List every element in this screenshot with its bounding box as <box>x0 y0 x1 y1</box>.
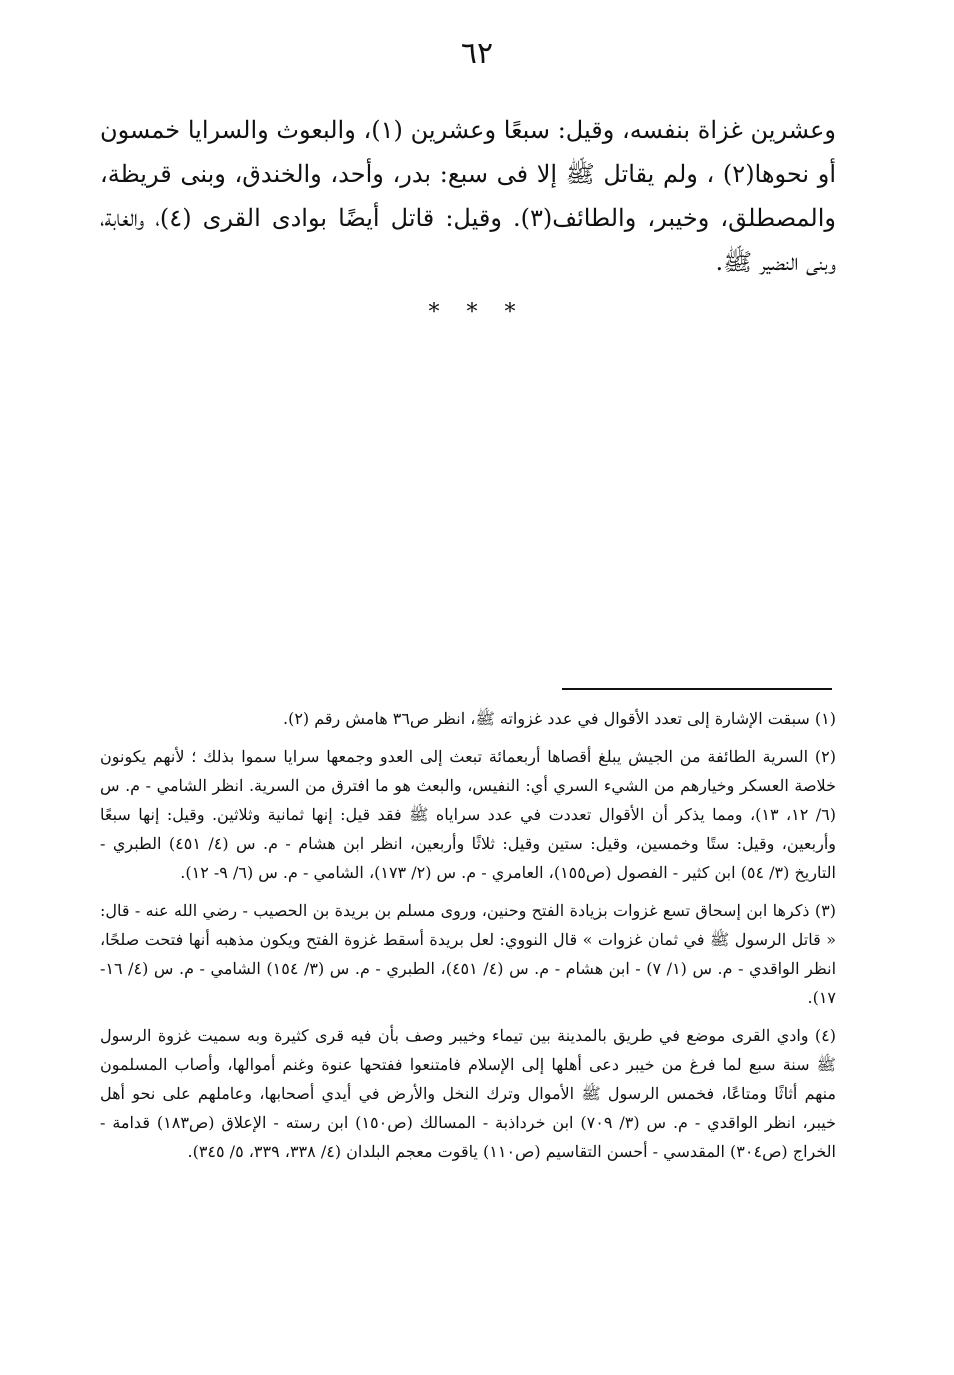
footnote-2: (٢) السرية الطائفة من الجيش يبلغ أقصاها أربعمائة تبعث إلى العدو وجمعها سرايا سموا بذلك ؛ لأنهم يكونون خلاصة العسكر وخيارهم من الشيء السري أي: النفيس، والبعث هو ما افترق من السرية. انظر الشامي - م. س (٦/ ١٢، ١٣)، ومما يذكر أن الأقوال تعددت في عدد سراياه ﷺ فقد قيل: إنها ثمانية وثلاثين. وقيل: إنها سبعًا وأربعين، وقيل: ستًا وخمسين، وقيل: ستين وقيل: ثلاثًا وأربعين، انظر ابن هشام - م. س (٤/ ٤٥١) الطبري - التاريخ (٣/ ٥٤) ابن كثير - الفصول (ص١٥٥)، العامري - م. س (٢/ ١٧٣)، الشامي - م. س (٦/ ٩- ١٢). <box>100 747 836 882</box>
footnote-4: (٤) وادي القرى موضع في طريق بالمدينة بين تيماء وخيبر وصف بأن فيه قرى كثيرة وبه سميت غزوة الرسول ﷺ سنة سبع لما فرغ من خيبر دعى أهلها إلى الإسلام فامتنعوا ففتحها عنوة وغنم أموالها، وأصاب المسلمون منهم أثاثًا ومتاعًا، فخمس الرسول ﷺ الأموال وترك النخل والأرض في أيدي أصحابها، وعاملهم على نحو أهل خيبر، انظر الواقدي - م. س (٣/ ٧٠٩) ابن خرداذبة - المسالك (ص١٥٠) ابن رسته - الإعلاق (ص١٨٣) قدامة - الخراج (ص٣٠٤) المقدسي - أحسن التقاسيم (ص١١٠) ياقوت معجم البلدان (٤/ ٣٣٨، ٣٣٩، ٥/ ٣٤٥). <box>100 1026 837 1161</box>
body-paragraph: وعشرين غزاة بنفسه، وقيل: سبعًا وعشرين (١)، والبعوث والسرايا خمسون أو نحوها(٢) ، ولم يقاتل ﷺ إلا فى سبع: بدر، وأحد، والخندق، وبنى قريظة، والمصطلق، وخيبر، والطائف(٣). وقيل: قاتل أيضًا بوادى القرى (٤)، والغابة، وبنى النضير ﷺ. <box>100 116 837 276</box>
section-divider: * * * <box>428 300 526 325</box>
footnote-separator <box>562 688 832 690</box>
footnotes <box>100 704 836 1175</box>
footnote-1: (١) سبقت الإشارة إلى تعدد الأقوال في عدد غزواته ﷺ، انظر ص٣٦ هامش رقم (٢). <box>283 709 836 728</box>
page-number: ٦٢ <box>460 36 494 71</box>
footnote-3: (٣) ذكرها ابن إسحاق تسع غزوات بزيادة الفتح وحنين، وروى مسلم بن بريدة بن الحصيب - رضي الله عنه - قال: « قاتل الرسول ﷺ في ثمان غزوات » قال النووي: لعل بريدة أسقط غزوة الفتح ويكون مذهبه أنها فتحت صلحًا، انظر الواقدي - م. س (١/ ٧) - ابن هشام - م. س (٤/ ٤٥١)، الطبري - م. س (٣/ ١٥٤) الشامي - م. س (٤/ ١٦- ١٧). <box>100 901 837 1007</box>
